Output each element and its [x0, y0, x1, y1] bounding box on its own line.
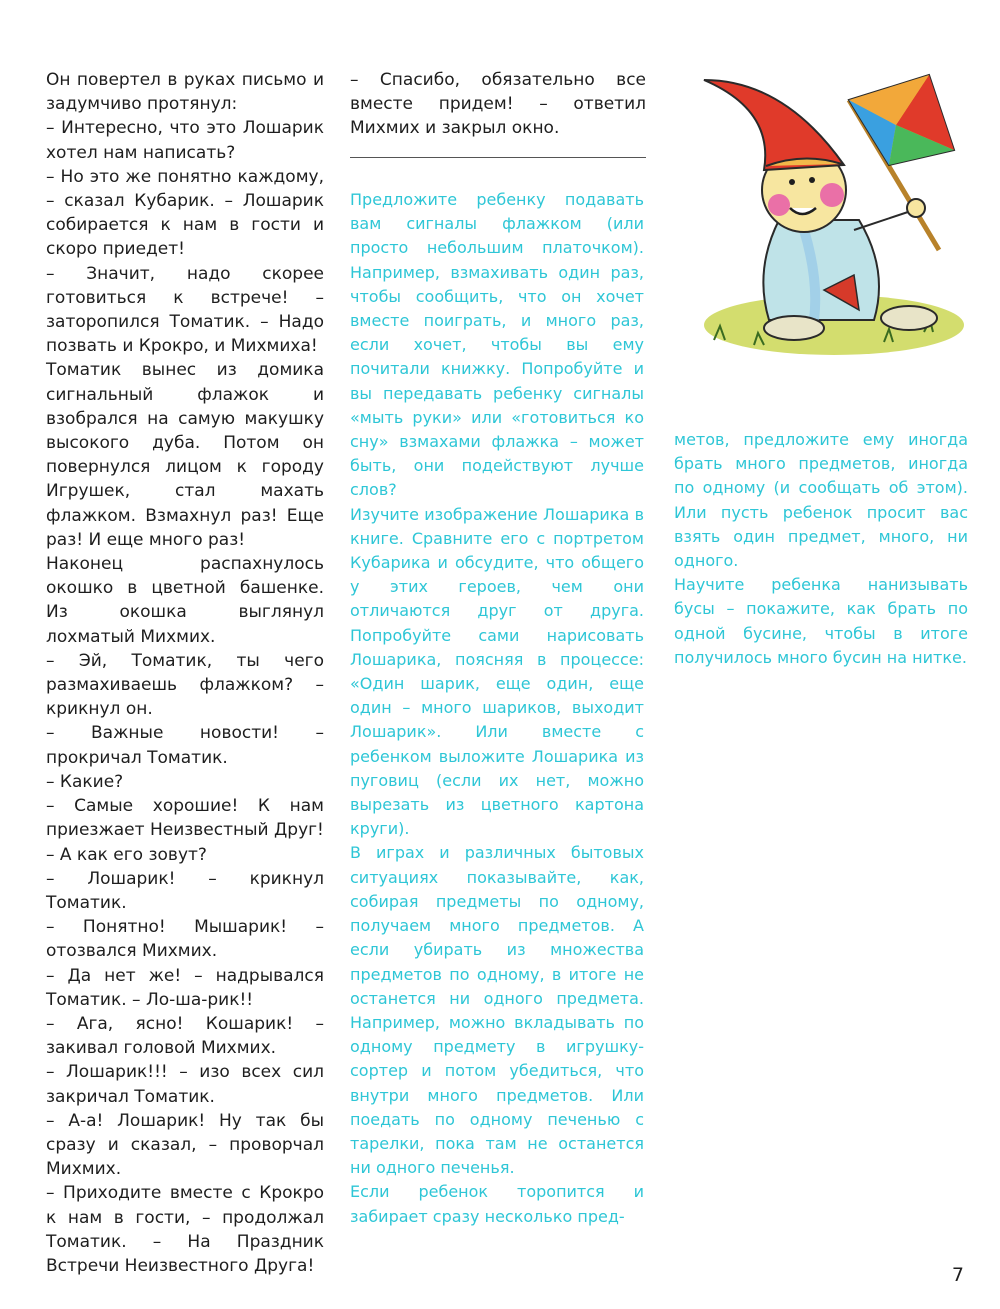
story-continuation [350, 68, 646, 141]
story-paragraph: Наконец распахнулось окошко в цветной башенке. Из окошка выглянул лохматый Михмих. [46, 554, 324, 647]
story-paragraph: – Важные новости! – прокричал Томатик. [46, 723, 324, 768]
advice-paragraph: Изучите изображение Лошарика в книге. Сравните его с портретом Кубарика и обсудите, что общего у этих героев, чем они отличаются друг от друга. Попробуйте сами нарисовать Лошарика, поясняя в процессе: «Один шарик, еще один, еще один – много шариков, выходит Лошарик». Или вместе с ребенком выложите Лошарика из пуговиц (если их нет, можно вырезать из цветного картона круги). [350, 504, 644, 839]
story-paragraph: – Лошарик! – крикнул Томатик. [46, 868, 324, 913]
story-paragraph: – Какие? [46, 771, 124, 792]
story-paragraph: – Понятно! Мышарик! – отозвался Михмих. [46, 917, 324, 962]
section-divider [350, 157, 646, 158]
story-column [46, 68, 324, 1278]
story-paragraph: – Лошарик!!! – изо всех сил закричал Томатик. [46, 1062, 324, 1107]
story-paragraph: – Приходите вместе с Крокро к нам в гости, – продолжал Томатик. – На Праздник Встречи Неизвестного Друга! [46, 1183, 324, 1276]
story-paragraph: – А как его зовут? [46, 844, 207, 865]
advice-paragraph: Если ребенок торопится и забирает сразу несколько пред- [350, 1182, 644, 1226]
story-paragraph: – Значит, надо скорее готовиться к встрече! – заторопился Томатик. – Надо позвать и Крокро, и Михмиха! [46, 263, 324, 357]
story-paragraph: Он повертел в руках письмо и задумчиво протянул: [46, 70, 324, 115]
story-paragraph: – Эй, Томатик, ты чего размахиваешь флажком? – крикнул он. [46, 650, 324, 720]
tomatik-illustration [684, 70, 970, 360]
advice-paragraph: В играх и различных бытовых ситуациях показывайте, как, собирая предметы по одному, получаем много предметов. А если убирать из множества предметов по одному, в итоге не останется ни одного предмета. Например, можно вкладывать по одному предмету в игрушку-сортер и потом убедиться, что внутри много предметов. Или поедать по одному печенью с тарелки, пока там не останется ни одного печенья. [350, 843, 644, 1178]
story-paragraph: – Да нет же! – надрывался Томатик. – Ло-ша-рик!! [46, 965, 324, 1010]
story-paragraph: – Но это же понятно каждому, – сказал Кубарик. – Лошарик собирается к нам в гости и скоро приедет! [46, 166, 324, 260]
advice-column-middle [350, 188, 644, 1229]
advice-paragraph: Научите ребенка нанизывать бусы – покажите, как брать по одной бусине, чтобы в итоге получилось много бусин на нитке. [674, 575, 968, 667]
advice-paragraph: Предложите ребенку подавать вам сигналы флажком (или просто небольшим платочком). Например, взмахивать один раз, чтобы сообщить, что он хочет вместе поиграть, и много раз, если хочет, чтобы вы ему почитали книжку. Попробуйте и вы передавать ребенку сигналы «мыть руки» или «готовиться ко сну» взмахами флажка – может быть, они подействуют лучше слов? [350, 190, 644, 500]
advice-paragraph: метов, предложите ему иногда брать много предметов, иногда по одному (и сообщать об этом). Или пусть ребенок просит вас взять один предмет, много, ни одного. [674, 430, 968, 571]
story-paragraph: – Ага, ясно! Кошарик! – закивал головой Михмих. [46, 1013, 324, 1059]
story-paragraph: – А-а! Лошарик! Ну так бы сразу и сказал, – проворчал Михмих. [46, 1110, 324, 1180]
advice-column-right [674, 428, 968, 670]
story-paragraph: – Интересно, что это Лошарик хотел нам написать? [46, 118, 324, 163]
page-number: 7 [951, 1264, 964, 1286]
story-paragraph: – Самые хорошие! К нам приезжает Неизвестный Друг! [46, 796, 324, 841]
story-paragraph: – Спасибо, обязательно все вместе придем! – ответил Михмих и закрыл окно. [350, 70, 646, 139]
story-paragraph: Томатик вынес из домика сигнальный флажок и взобрался на самую макушку высокого дуба. Потом он повернулся лицом к городу Игрушек, стал махать флажком. Взмахнул раз! Еще раз! И еще много раз! [46, 360, 324, 550]
